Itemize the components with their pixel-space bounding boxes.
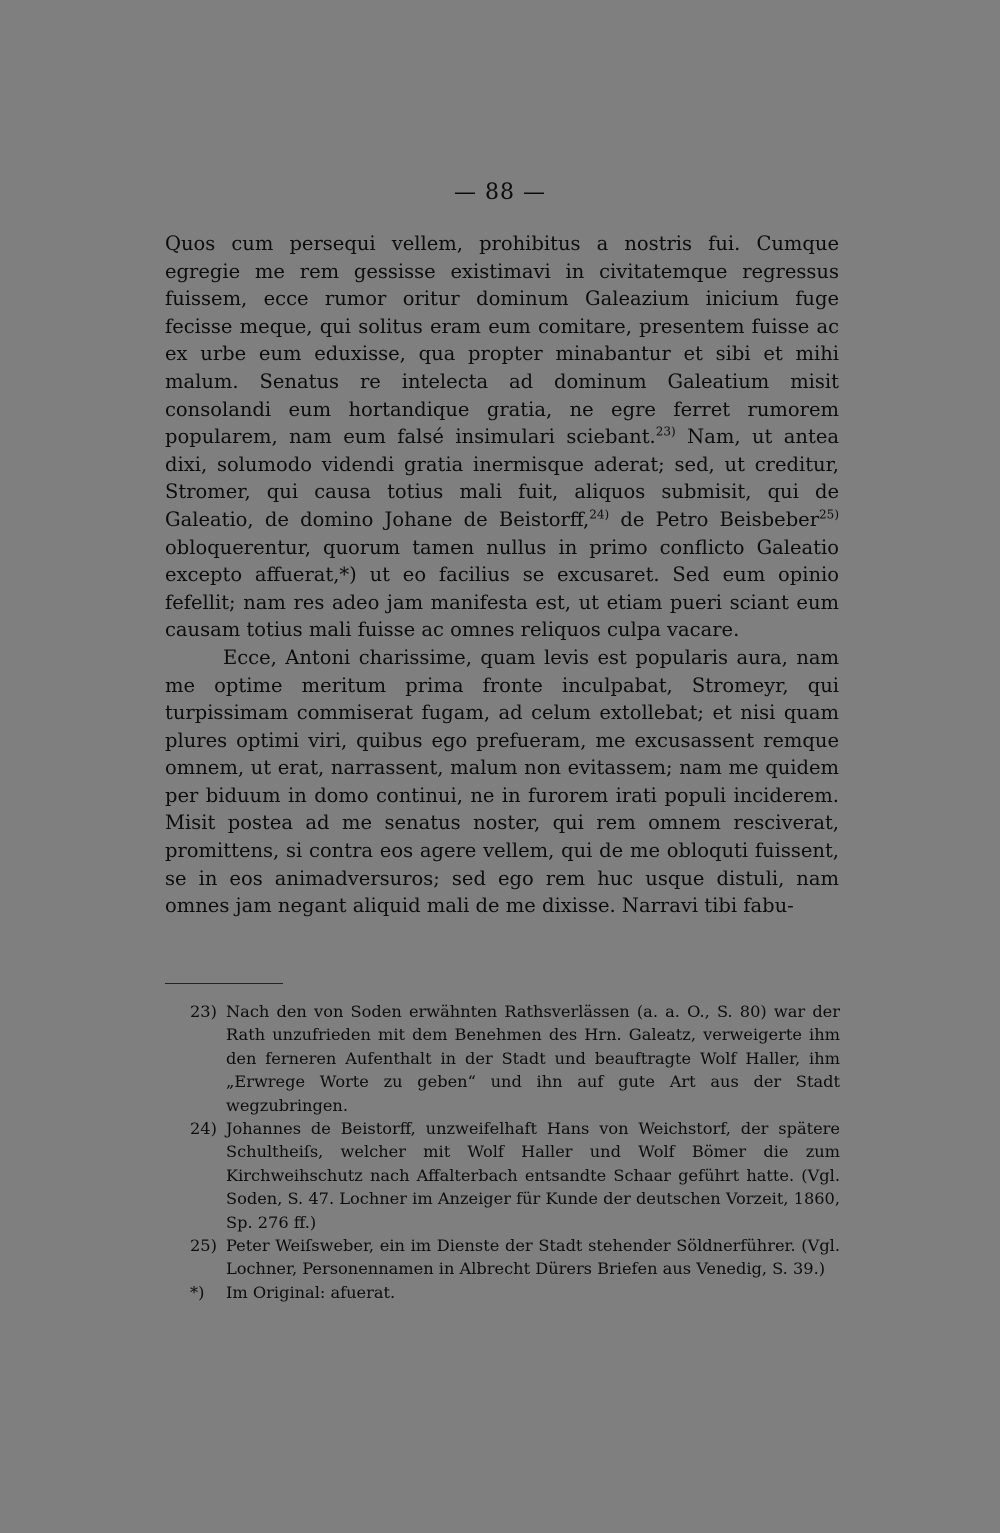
footnote-24: [190, 1117, 840, 1234]
text-segment: Nam, ut antea dixi, solumodo videndi gratia inermisque aderat; sed, ut creditur, Stromer, qui causa totius mali fuit, aliquos submisit, qui de Galeatio, de domino Johane de Beistorff,: [165, 425, 839, 531]
footnote-25: [190, 1234, 840, 1281]
footnote-separator: [165, 983, 283, 984]
footnote-star: [190, 1281, 840, 1304]
footnotes: [190, 1000, 840, 1304]
footnote-ref-23: 23): [655, 424, 676, 439]
text-segment: de Petro Beisbeber: [609, 507, 820, 531]
footnote-text: Peter Weiſsweber, ein im Dienste der Stadt stehender Söldnerführer. (Vgl. Lochner, Personennamen in Albrecht Dürers Briefen aus Venedig, S. 39.): [226, 1236, 840, 1279]
text-segment: Ecce, Antoni charissime, quam levis est popularis aura, nam me optime meritum prima fronte inculpabat, Stromeyr, qui turpissimam commiserat fugam, ad celum extollebat; et nisi quam plures optimi viri, quibus ego prefueram, me excusassent remque omnem, ut erat, narrassent, malum non evitassem; nam me quidem per biduum in domo continui, ne in furorem irati populi inciderem. Misit postea ad me senatus noster, qui rem omnem resciverat, promittens, si contra eos agere vellem, qui de me obloquti fuissent, se in eos animadversuros; sed ego rem huc usque distuli, nam omnes jam negant aliquid mali de me dixisse. Narravi tibi fabu-: [165, 645, 839, 918]
footnote-mark: 24): [190, 1119, 217, 1139]
footnote-mark: 23): [190, 1002, 217, 1021]
footnote-ref-24: 24): [589, 507, 610, 522]
footnote-ref-star: *): [339, 563, 357, 587]
footnote-ref-25: 25): [819, 507, 839, 522]
page-number: — 88 —: [454, 180, 546, 205]
footnote-text: Nach den von Soden erwähnten Rathsverlässen (a. a. O., S. 80) war der Rath unzufrieden mit dem Benehmen des Hrn. Galeatz, verweigerte ihm den ferneren Aufenthalt in der Stadt und beauftragte Wolf Haller, ihm „Erwrege Worte zu geben“ und ihn auf gute Art aus der Stadt wegzubringen.: [226, 1002, 840, 1115]
text-segment: Quos cum persequi vellem, prohibitus a nostris fui. Cumque egregie me rem gessisse existimavi in civitatemque regressus fuissem, ecce rumor oritur dominum Galeazium inicium fuge fecisse meque, qui solitus eram eum comitare, presentem fuisse ac ex urbe eum eduxisse, qua propter minabantur et sibi et mihi malum. Senatus re intelecta ad dominum Galeatium misit consolandi eum hortandique gratia, ne egre ferret rumorem popularem, nam eum falsé insimulari sciebant.: [165, 232, 839, 449]
footnote-23: [190, 1000, 840, 1117]
paragraph: [165, 644, 839, 920]
footnote-mark: *): [190, 1282, 205, 1302]
footnote-text: Im Original: afuerat.: [226, 1282, 396, 1302]
footnote-mark: 25): [190, 1236, 217, 1256]
text-segment: ut eo facilius se excusaret. Sed eum opinio fefellit; nam res adeo jam manifesta est, ut etiam pueri sciant eum causam totius mali fuisse ac omnes reliquos culpa vacare.: [165, 563, 839, 642]
footnote-text: Johannes de Beistorff, unzweifelhaft Hans von Weichstorf, der spätere Schultheiſs, welcher mit Wolf Haller und Wolf Bömer die zum Kirchweihschutz nach Affalterbach entsandte Schaar geführt hatte. (Vgl. Soden, S. 47. Lochner im Anzeiger für Kunde der deutschen Vorzeit, 1860, Sp. 276 ff.): [226, 1119, 840, 1232]
main-text: [165, 230, 839, 920]
text-segment: obloquerentur, quorum tamen nullus in primo conflicto Galeatio excepto affuerat,: [165, 535, 839, 587]
paragraph: [165, 230, 839, 644]
